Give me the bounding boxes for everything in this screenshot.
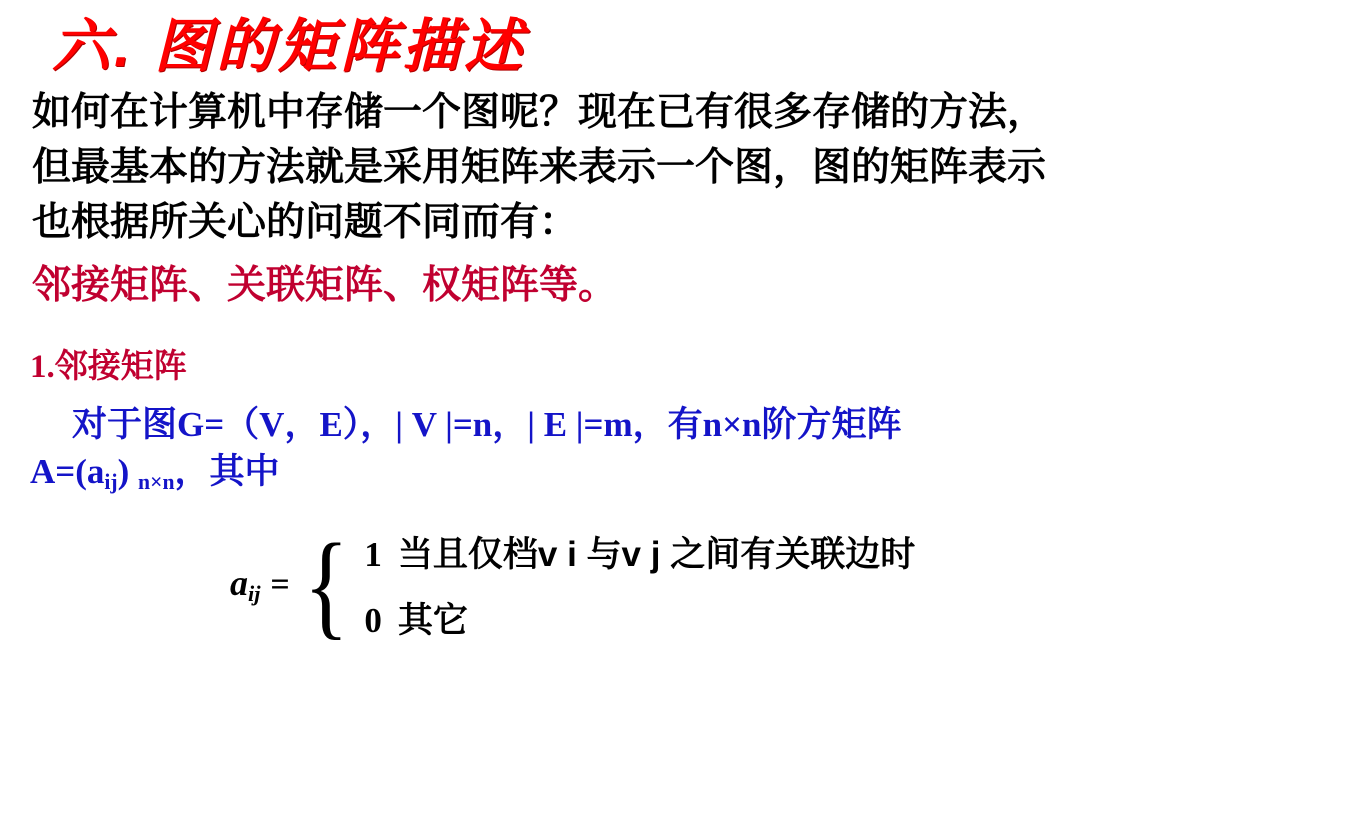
formula-lhs-subscript: ij [248, 581, 261, 607]
section-heading [30, 340, 1338, 387]
formula-lhs: $a_{ij}$ [230, 563, 261, 607]
formula-equals: = [270, 566, 290, 604]
matrix-types-line: 邻接矩阵、关联矩阵、权矩阵等。 [32, 263, 618, 307]
intro-line-1: 如何在计算机中存储一个图呢？现在已有很多存储的方法， [32, 90, 1047, 134]
case-condition-1: 当且仅档v i 与v j 之间有关联边时 [397, 535, 916, 575]
definition-line-1-text: 对于图G=（V，E），| V |=n，| E |=m，有n×n阶方矩阵 [72, 404, 902, 444]
case-value-1: 1 [364, 535, 382, 575]
case-value-2: 0 [364, 601, 382, 641]
case-row [364, 527, 915, 577]
section-title: 邻接矩阵 [54, 346, 187, 384]
left-brace-symbol: { [303, 518, 349, 650]
page-title: 六. 图的矩阵描述 [52, 14, 527, 79]
intro-line-3: 也根据所关心的问题不同而有： [32, 201, 579, 245]
section-number: 1. [30, 348, 55, 385]
case-row [364, 593, 915, 643]
intro-paragraph [32, 85, 1338, 251]
definition-line-2: $A=(a_{ij})$ $_{n\times n}$，其中 [30, 451, 280, 494]
case-condition-2: 其它 [397, 601, 468, 641]
definition-line-1 [30, 401, 1338, 448]
intro-line-2: 但最基本的方法就是采用矩阵来表示一个图，图的矩阵表示 [32, 146, 1047, 190]
formula-cases [364, 527, 915, 643]
definition-block [30, 401, 1338, 498]
adjacency-formula [30, 518, 1338, 650]
